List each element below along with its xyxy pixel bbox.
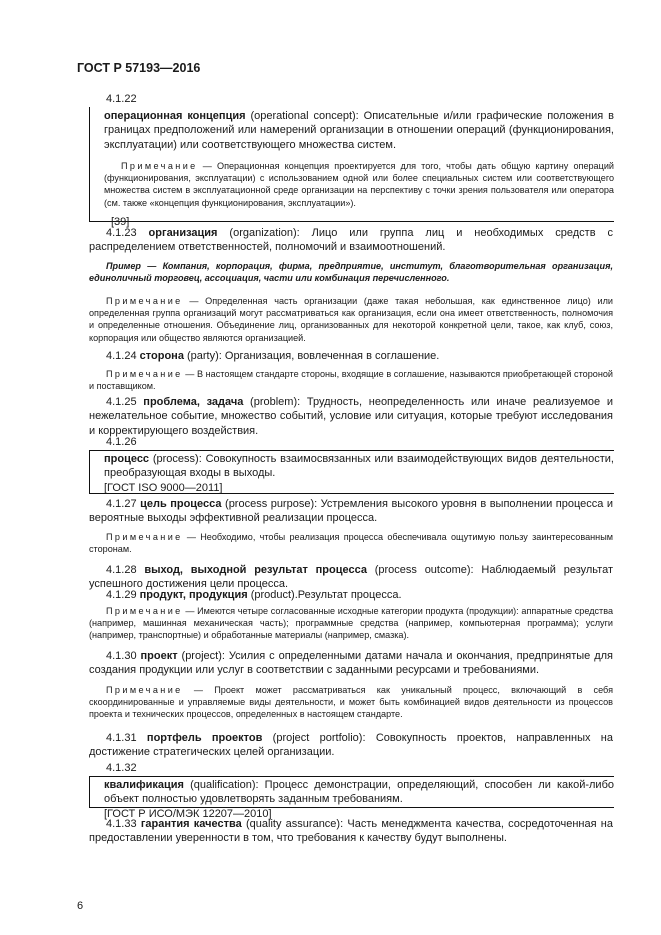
clause-number: 4.1.23 — [106, 227, 137, 239]
clause-number: 4.1.24 — [106, 350, 137, 362]
definition-text: (process purpose): Устремления высокого уровня в выполнении процесса и вероятные выходы эффективной реализации процесса. — [89, 498, 613, 525]
term: квалификация — [104, 779, 184, 791]
note — [89, 605, 613, 642]
term: гарантия качества — [140, 818, 242, 830]
term: проект — [140, 650, 178, 662]
term-definition — [89, 395, 613, 438]
term-definition — [89, 649, 613, 678]
term-definition — [89, 226, 613, 255]
definition-text: (process outcome): Наблюдаемый результат успешного достижения цели процесса. — [89, 564, 613, 591]
clause-number: 4.1.33 — [106, 818, 137, 830]
term-box — [89, 450, 614, 494]
term: цель процесса — [140, 498, 222, 510]
term-definition — [89, 817, 613, 846]
definition-text: (organization): Лицо или группа лиц и необходимых средств с распределением ответственностей, полномочий и взаимоотношений. — [89, 227, 613, 254]
definition-text: (process): Совокупность взаимосвязанных или взаимодействующих видов деятельности, преобразующая входы в выходы. — [104, 453, 614, 480]
term: проблема, задача — [143, 396, 244, 408]
definition-text: (qualification): Процесс демонстрации, определяющий, способен ли какой-либо объект полностью удовлетворять заданным требованиям. — [104, 779, 614, 806]
definition-text: (quality assurance): Часть менеджмента качества, сосредоточенная на предоставлении уверенности в том, что требования к качеству будут выполнены. — [89, 818, 613, 845]
note — [89, 295, 613, 344]
note — [89, 684, 613, 721]
clause-number: 4.1.25 — [106, 396, 137, 408]
note-text: — В настоящем стандарте стороны, входящие в соглашение, называются приобретающей стороной и поставщиком. — [89, 369, 613, 392]
term: портфель проектов — [146, 732, 263, 744]
note-text: — Необходимо, чтобы реализация процесса обеспечивала ощутимую пользу заинтересованным сторонам. — [89, 532, 613, 555]
clause-number: 4.1.29 — [106, 589, 137, 601]
note-text: — Имеются четыре согласованные исходные категории продукта (продукции): аппаратные средства (например, машинная механическая часть); программные средства (например, компьютерная программа); услуги (например, транспортные) и обработанные материалы (например, смазка). — [89, 606, 613, 641]
definition-text: (product).Результат процесса. — [247, 589, 402, 601]
clause-number: 4.1.30 — [106, 650, 137, 662]
term-box — [89, 107, 614, 228]
term: организация — [148, 227, 218, 239]
term: продукт, продукция — [139, 589, 248, 601]
term-definition — [90, 451, 614, 481]
term-definition — [90, 777, 614, 807]
definition-text: (party): Организация, вовлеченная в соглашение. — [183, 350, 440, 362]
clause-number: 4.1.32 — [106, 762, 137, 774]
page-number: 6 — [77, 900, 84, 912]
term-definition — [89, 497, 613, 526]
note — [89, 368, 613, 392]
note-text: — Проект может рассматриваться как уникальный процесс, включающий в себя скоординированные и управляемые виды деятельности, и может быть комбинацией видов деятельности из процессов проекта и технических процессов, определенных в настоящем стандарте. — [89, 685, 613, 720]
term: операционная концепция — [104, 110, 246, 122]
clause-number: 4.1.27 — [106, 498, 137, 510]
note-label: Примечание — [106, 685, 183, 695]
note-label: Примечание — [106, 606, 183, 616]
definition-text: (project portfolio): Совокупность проектов, направленных на достижение стратегических целей организации. — [89, 732, 613, 759]
note-label: Примечание — [106, 532, 183, 542]
reference: [39] — [111, 215, 130, 228]
term-box — [89, 776, 614, 820]
clause-number: 4.1.31 — [106, 732, 137, 744]
term-definition — [89, 588, 613, 602]
clause-number: 4.1.28 — [106, 564, 137, 576]
note-label: Примечание — [106, 369, 183, 379]
note-label: Примечание — [106, 296, 183, 306]
example: Пример — Компания, корпорация, фирма, предприятие, институт, благотворительная организация, единоличный торговец, ассоциация, части или комбинация перечисленного. — [89, 261, 613, 284]
clause-number: 4.1.26 — [106, 436, 137, 448]
term: сторона — [139, 350, 184, 362]
term: процесс — [104, 453, 150, 465]
term-definition — [90, 107, 614, 152]
document-header: ГОСТ Р 57193—2016 — [77, 61, 201, 75]
definition-text: (problem): Трудность, неопределенность или иначе реализуемое и нежелательное событие, множество событий, условие или ситуация, которые требуют исследования и корректирующего воздействия. — [89, 396, 613, 437]
note-text: — Операционная концепция проектируется для того, чтобы дать общую картину операций (функционирования, эксплуатации) с использованием одной или более специальных систем или соответствующего множества систем в эксплуатационной среде организации на перспективу с точки зрения пользователя или оператора (см. также «концепция функционирования, эксплуатации»). — [104, 160, 614, 208]
term: выход, выходной результат процесса — [144, 564, 367, 576]
term-definition — [89, 349, 613, 363]
note — [89, 531, 613, 555]
term-definition — [89, 731, 613, 760]
note-text: — Определенная часть организации (даже такая небольшая, как единственное лицо) или определенная группа организаций могут рассматриваться как организация, если она имеет ответственность, полномочия и определенные отношения. Объединение лиц, организованных для некоторой конкретной цели, такое, как клуб, союз, корпорация или общество являются организацией. — [89, 296, 613, 343]
note — [90, 160, 614, 209]
note-label: Примечание — [121, 160, 198, 171]
definition-text: (operational concept): Описательные и/или графические положения в границах предположений или намерений организации в отношении операций (функционирования, эксплуатации) или соответствующего множества систем. — [104, 110, 614, 151]
reference: [ГОСТ Р ИСО/МЭК 12207—2010] — [104, 807, 272, 820]
definition-text: (project): Усилия с определенными датами начала и окончания, предпринятые для создания продукции или услуг в соответствии с заданными ресурсами и требованиями. — [89, 650, 613, 677]
reference: [ГОСТ ISO 9000—2011] — [104, 481, 223, 494]
clause-number: 4.1.22 — [106, 93, 137, 105]
